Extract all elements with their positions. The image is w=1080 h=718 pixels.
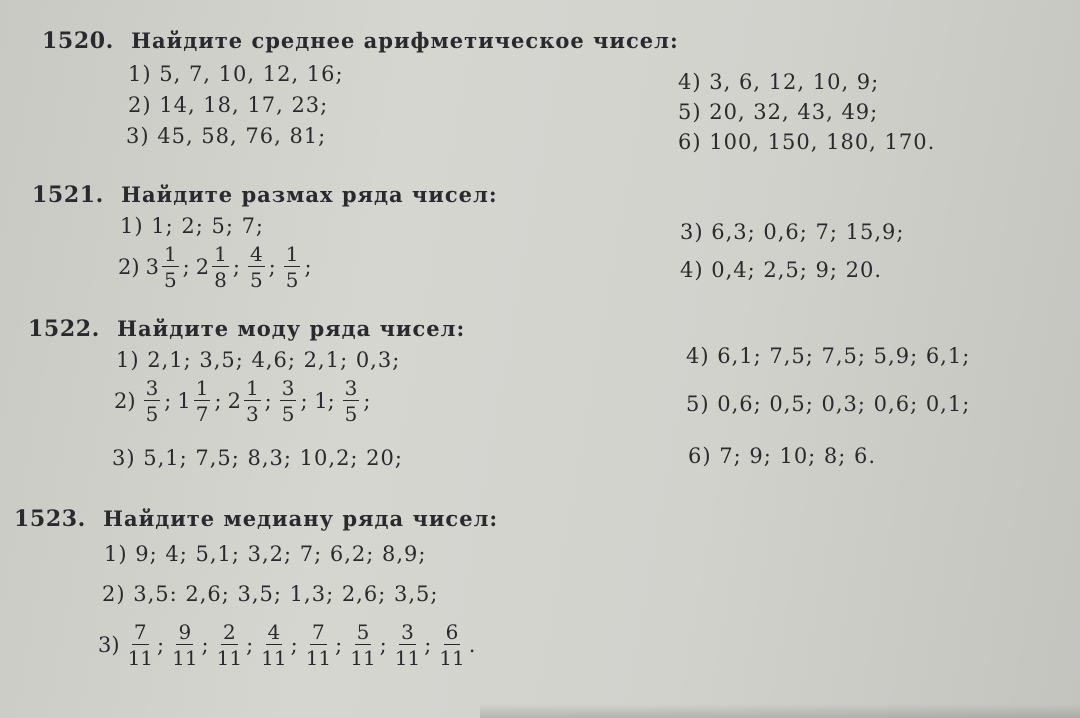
list-item: 6) 100, 150, 180, 170. — [678, 130, 936, 154]
fraction — [128, 622, 153, 668]
list-item: 3) 6,3; 0,6; 7; 15,9; — [680, 220, 905, 244]
problem-title: Найдите среднее арифметическое чисел: — [131, 28, 679, 53]
fraction-whole: 2 — [227, 389, 241, 413]
item-label: 2) — [114, 389, 136, 413]
fraction-denominator: 11 — [305, 646, 332, 670]
problem-number: 1523. — [14, 506, 86, 532]
fraction-denominator: 5 — [145, 402, 159, 426]
fraction-whole: 3 — [145, 255, 159, 279]
fraction-denominator: 11 — [216, 646, 243, 670]
fraction-denominator: 5 — [163, 268, 177, 292]
list-item: 1) 1; 2; 5; 7; — [120, 214, 264, 238]
problem-1522-heading — [28, 316, 465, 342]
list-item: 1) 2,1; 3,5; 4,6; 2,1; 0,3; — [116, 348, 401, 372]
list-item: 2) 3,5: 2,6; 3,5; 1,3; 2,6; 3,5; — [102, 582, 439, 606]
list-item: 4) 3, 6, 12, 10, 9; — [678, 70, 880, 94]
fraction — [244, 378, 261, 424]
fraction-whole: 2 — [195, 255, 210, 279]
separator: ; — [363, 389, 371, 413]
separator: ; — [268, 255, 276, 279]
fraction-numerator: 1 — [214, 242, 227, 266]
fraction-numerator: 2 — [222, 620, 236, 644]
separator: ; 1; — [300, 389, 335, 413]
fraction-numerator: 3 — [281, 376, 295, 400]
separator: ; — [157, 633, 165, 657]
fraction-numerator: 3 — [344, 376, 358, 400]
fraction-denominator: 3 — [245, 402, 259, 426]
fraction-numerator: 3 — [401, 620, 414, 644]
list-item: 6) 7; 9; 10; 8; 6. — [688, 444, 877, 468]
problem-title: Найдите размах ряда чисел: — [121, 182, 498, 207]
separator: ; — [335, 633, 343, 657]
fraction — [350, 622, 375, 668]
problem-number: 1521. — [32, 182, 104, 208]
fraction — [172, 622, 197, 668]
fraction — [217, 622, 242, 668]
list-item: 4) 0,4; 2,5; 9; 20. — [680, 258, 883, 282]
fraction-whole: 1 — [177, 389, 191, 413]
item-label: 3) — [98, 633, 120, 657]
fraction-numerator: 7 — [312, 620, 325, 644]
separator: ; — [264, 389, 272, 413]
fraction-denominator: 11 — [127, 646, 154, 670]
fraction — [194, 378, 211, 424]
fraction-numerator: 7 — [133, 620, 147, 644]
fraction-denominator: 11 — [172, 646, 198, 670]
list-item: 4) 6,1; 7,5; 7,5; 5,9; 6,1; — [686, 344, 971, 368]
problem-number: 1522. — [28, 316, 100, 342]
fraction — [261, 622, 286, 668]
fraction — [284, 244, 301, 290]
fraction — [306, 622, 331, 668]
fraction-denominator: 11 — [439, 646, 465, 670]
list-item: 2) 14, 18, 17, 23; — [128, 93, 329, 117]
fraction — [395, 622, 420, 668]
fraction-list-item — [118, 244, 318, 290]
list-item: 3) 5,1; 7,5; 8,3; 10,2; 20; — [112, 446, 403, 470]
separator: ; — [246, 633, 254, 657]
fraction-list-item — [114, 378, 376, 424]
fraction-denominator: 5 — [249, 268, 263, 292]
problem-number: 1520. — [42, 28, 114, 54]
fraction — [343, 378, 360, 424]
fraction-numerator: 4 — [267, 620, 281, 644]
problem-1523-heading — [14, 506, 498, 532]
separator: ; — [424, 633, 432, 657]
problem-title: Найдите медиану ряда чисел: — [103, 506, 499, 531]
fraction — [248, 244, 265, 290]
fraction — [144, 378, 161, 424]
fraction — [212, 244, 229, 290]
separator: ; — [164, 389, 172, 413]
fraction-numerator: 1 — [285, 242, 299, 266]
fraction-numerator: 1 — [245, 376, 259, 400]
fraction-denominator: 5 — [285, 268, 299, 292]
fraction-numerator: 1 — [195, 376, 209, 400]
fraction-denominator: 11 — [394, 646, 421, 670]
list-item: 5) 0,6; 0,5; 0,3; 0,6; 0,1; — [686, 392, 971, 416]
list-item: 1) 9; 4; 5,1; 3,2; 7; 6,2; 8,9; — [104, 542, 427, 566]
fraction-numerator: 4 — [249, 242, 263, 266]
problem-1521-heading — [32, 182, 498, 208]
fraction-denominator: 5 — [281, 402, 295, 426]
fraction-numerator: 3 — [145, 376, 159, 400]
separator: ; — [290, 633, 298, 657]
separator: ; — [379, 633, 387, 657]
fraction-denominator: 7 — [195, 402, 209, 426]
fraction-list-item — [98, 622, 481, 668]
fraction-denominator: 11 — [350, 646, 376, 670]
fraction — [162, 244, 179, 290]
separator: ; — [304, 255, 312, 279]
fraction-denominator: 5 — [344, 402, 358, 426]
page-edge-shadow — [480, 704, 1080, 718]
list-item: 3) 45, 58, 76, 81; — [126, 124, 327, 148]
fraction — [280, 378, 297, 424]
fraction-numerator: 6 — [445, 620, 459, 644]
list-item: 5) 20, 32, 43, 49; — [678, 100, 879, 124]
fraction-denominator: 11 — [261, 646, 287, 670]
fraction-numerator: 1 — [163, 242, 177, 266]
item-label: 2) — [118, 255, 140, 279]
problem-1520-heading — [42, 28, 679, 54]
fraction-numerator: 9 — [178, 620, 192, 644]
separator: ; — [214, 389, 222, 413]
separator: ; — [182, 255, 190, 279]
fraction-numerator: 5 — [356, 620, 370, 644]
fraction — [439, 622, 464, 668]
problem-title: Найдите моду ряда чисел: — [117, 316, 466, 341]
separator: ; — [232, 255, 240, 279]
list-item: 1) 5, 7, 10, 12, 16; — [128, 62, 344, 86]
fraction-denominator: 8 — [214, 268, 227, 292]
separator: . — [468, 633, 476, 657]
separator: ; — [201, 633, 209, 657]
